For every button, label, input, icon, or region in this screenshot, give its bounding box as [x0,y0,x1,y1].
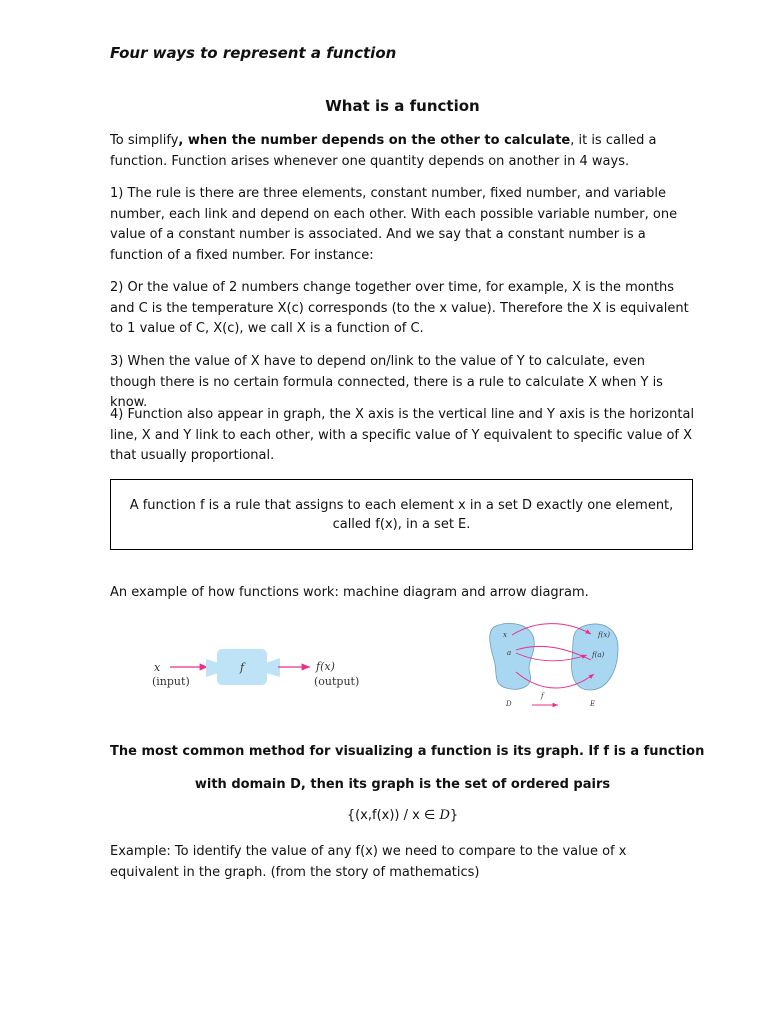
arrow-func-label: f [541,692,544,700]
machine-funnel-right [266,658,280,677]
arrow-left-x: x [503,631,507,639]
closing-paragraph: Example: To identify the value of any f(x) we need to compare to the value of x equivalent in the graph. (from the story of mathematics) [110,844,627,880]
intro-text-start: To simplify [110,133,179,148]
machine-output-label: (output) [314,675,360,688]
machine-funnel-left [206,659,218,677]
example-intro-paragraph: An example of how functions work: machine diagram and arrow diagram. [110,585,589,600]
intro-paragraph [110,131,695,172]
arrow-right-fa: f(a) [592,651,605,659]
arrow-left-a: a [507,649,512,657]
section-heading: What is a function [325,97,480,115]
set-notation-end: } [449,808,459,823]
graph-method-line-1: The most common method for visualizing a function is its graph. If f is a function [110,744,705,759]
point-3-paragraph: 3) When the value of X have to depend on/link to the value of Y to calculate, even though there is no certain formula connected, there is a rule to calculate X when Y is know. [110,354,663,410]
graph-method-line-2: with domain D, then its graph is the set of ordered pairs [194,777,611,792]
set-notation-start: {(x,f(x)) / x ∈ [346,808,436,823]
arrow-right-fx: f(x) [598,631,611,639]
set-notation-domain: D [439,808,450,823]
document-title: Four ways to represent a function [110,44,397,62]
arrow-codomain-label: E [590,700,596,708]
point-1-paragraph: 1) The rule is there are three elements, constant number, fixed number, and variable number, each link and depend on each other. With each possible variable number, one value of a constant number is associated. And we say that a constant number is a function of a fixed number. For instance: [110,186,678,263]
machine-input-var: x [154,661,161,674]
arrow-diagram [486,618,626,712]
definition-text: A function f is a rule that assigns to each element x in a set D exactly one element, called f(x), in a set E. [129,497,674,532]
point-4-paragraph: 4) Function also appear in graph, the X axis is the vertical line and Y axis is the horizontal line, X and Y link to each other, with a specific value of Y equivalent to specific value of X that usually proportional. [110,407,695,463]
intro-text-end: , it is called a function. Function arises whenever one quantity depends on another in 4 ways. [110,133,657,169]
definition-box [110,479,693,550]
point-2-paragraph: 2) Or the value of 2 numbers change together over time, for example, X is the months and C is the temperature X(c) corresponds (to the x value). Therefore the X is equivalent to 1 value of C, X(c), we call X is a function of C. [110,280,689,336]
intro-text-bold: , when the number depends on the other to calculate [178,133,571,148]
domain-blob [490,623,535,689]
machine-diagram [150,640,370,700]
machine-box-label: f [240,661,245,674]
set-notation [110,808,695,823]
arrow-domain-label: D [506,700,512,708]
machine-input-label: (input) [152,675,190,688]
machine-output-var: f(x) [316,660,335,673]
